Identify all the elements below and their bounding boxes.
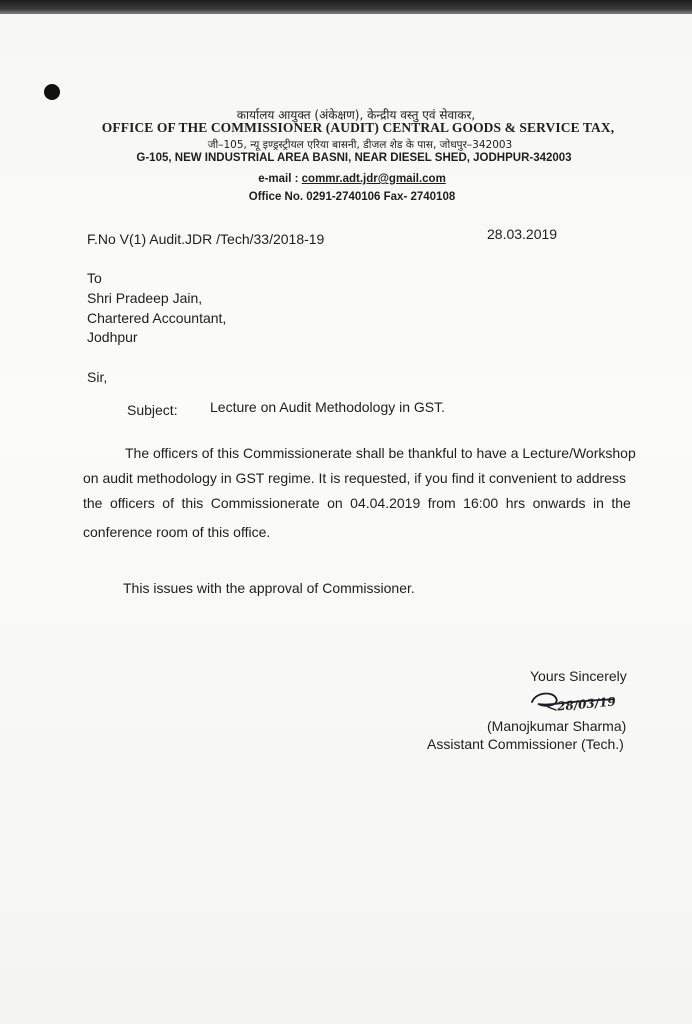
file-number: F.No V(1) Audit.JDR /Tech/33/2018-19 [87,231,325,247]
email-line [6,173,692,185]
letter-date: 28.03.2019 [487,226,558,242]
hindi-address: जी–105, न्यू इण्ड्रस्ट्रीयल एरिया बासनी, डीजल शेड के पास, जोधपुर–342003 [207,139,513,151]
salutation: Sir, [87,369,108,385]
phone-fax-line: Office No. 0291-2740106 Fax- 2740108 [248,191,456,203]
body-line-1: The officers of this Commissionerate shall be thankful to have a Lecture/Workshop [125,445,636,461]
office-heading: OFFICE OF THE COMMISSIONER (AUDIT) CENTRAL GOODS & SERVICE TAX, [101,120,615,135]
body-word: officers [109,495,155,511]
body-word: on [327,495,343,511]
hindi-office-heading: कार्यालय आयुक्त (अंकेक्षण), केन्द्रीय वस्तु एवं सेवाकर, [236,108,476,122]
to-label: To [87,270,102,286]
subject-label: Subject: [127,402,178,418]
body-line-4: conference room of this office. [83,524,271,540]
subject-text: Lecture on Audit Methodology in GST. [210,399,446,415]
office-address: G-105, NEW INDUSTRIAL AREA BASNI, NEAR DIESEL SHED, JODHPUR-342003 [136,152,572,164]
body-word: from [427,495,456,511]
body-word: 16:00 [463,495,499,511]
body-word: of [162,495,174,511]
recipient-city: Jodhpur [87,329,138,345]
signatory-designation: Assistant Commissioner (Tech.) [427,736,624,752]
body-word: onwards [532,495,586,511]
body-word: 04.04.2019 [350,495,421,511]
signatory-name: (Manojkumar Sharma) [487,718,627,734]
approval-note: This issues with the approval of Commissioner. [123,580,415,596]
letter-page [0,14,692,1024]
recipient-name: Shri Pradeep Jain, [87,290,203,306]
signature-date: 28/03/19 [556,694,617,714]
email-label: e-mail : [258,173,299,185]
body-word: Commissionerate [210,495,320,511]
punch-hole [44,84,60,100]
closing: Yours Sincerely [530,668,627,684]
body-word: in [593,495,604,511]
email-address: commr.adt.jdr@gmail.com [301,173,446,185]
body-line-3 [83,495,631,512]
body-line-2: on audit methodology in GST regime. It is requested, if you find it convenient to address [83,470,626,486]
body-word: the [611,495,631,511]
recipient-title: Chartered Accountant, [87,310,227,326]
body-word: this [181,495,204,511]
body-word: hrs [505,495,526,511]
body-word: the [83,495,103,511]
